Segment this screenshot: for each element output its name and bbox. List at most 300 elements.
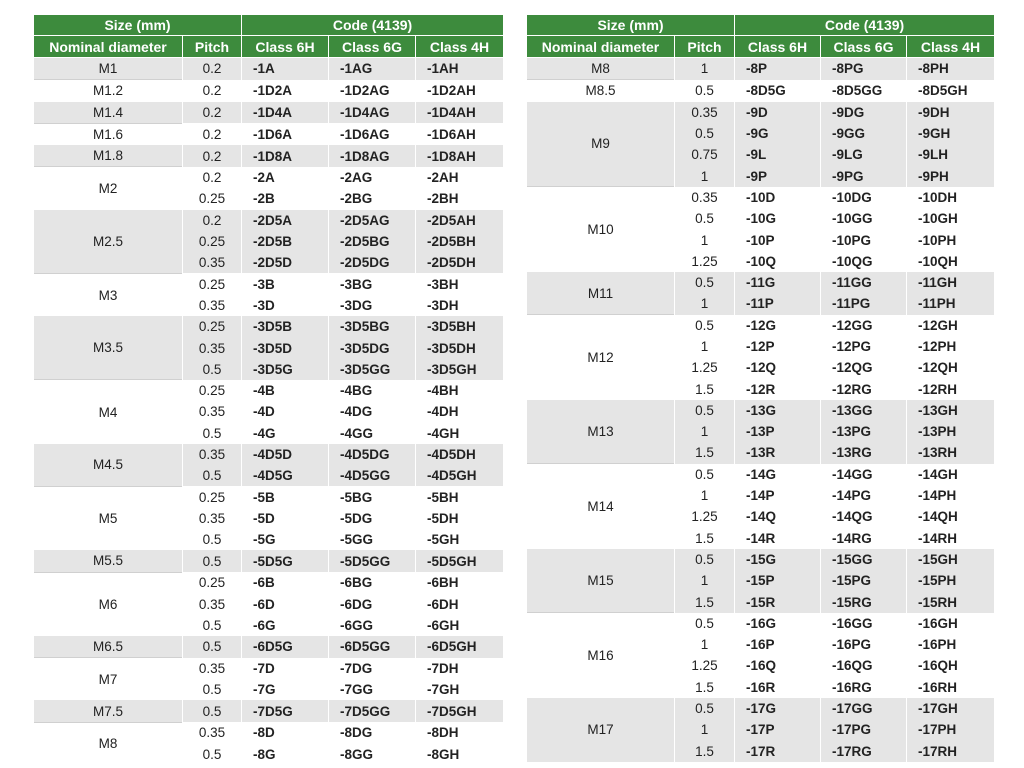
- class-6g-code-cell: -6D5GG: [329, 636, 416, 658]
- class-6g-code-cell: -12GG: [821, 315, 907, 336]
- pitch-cell: 0.25: [183, 188, 242, 209]
- class-6h-code-cell: -7G: [242, 679, 329, 700]
- class-6h-code-cell: -9P: [735, 165, 821, 186]
- size-group: [527, 272, 995, 315]
- pitch-cell: 1.5: [675, 741, 735, 762]
- size-group: [527, 698, 995, 762]
- pitch-cell: 0.5: [675, 400, 735, 421]
- class-4h-code-cell: -15RH: [907, 591, 995, 612]
- class-6g-code-cell: -16PG: [821, 634, 907, 655]
- class-4h-code-cell: -2D5AH: [416, 210, 504, 231]
- nominal-diameter-cell: M8.5: [527, 80, 675, 102]
- class-4h-header: Class 4H: [907, 36, 995, 58]
- class-6h-code-cell: -4D5D: [242, 444, 329, 465]
- pitch-cell: 0.5: [183, 636, 242, 658]
- class-6h-code-cell: -12R: [735, 378, 821, 399]
- class-4h-code-cell: -7D5GH: [416, 700, 504, 722]
- class-6h-code-cell: -14R: [735, 528, 821, 549]
- class-6h-code-cell: -13G: [735, 400, 821, 421]
- class-6g-code-cell: -16QG: [821, 655, 907, 676]
- class-6h-code-cell: -17P: [735, 719, 821, 740]
- class-6g-code-cell: -2D5AG: [329, 210, 416, 231]
- class-4h-code-cell: -3DH: [416, 295, 504, 316]
- class-4h-code-cell: -4D5DH: [416, 444, 504, 465]
- table-row: [527, 400, 995, 421]
- class-6h-code-cell: -13R: [735, 442, 821, 463]
- size-group: [34, 123, 504, 145]
- class-6h-code-cell: -11P: [735, 293, 821, 314]
- nominal-diameter-cell: M15: [527, 549, 675, 613]
- class-4h-code-cell: -6BH: [416, 572, 504, 593]
- class-4h-code-cell: -17PH: [907, 719, 995, 740]
- pitch-cell: 0.35: [183, 337, 242, 358]
- class-6h-code-cell: -8D: [242, 722, 329, 743]
- class-6g-code-cell: -13GG: [821, 400, 907, 421]
- nominal-diameter-cell: M9: [527, 102, 675, 187]
- class-6g-code-cell: -15PG: [821, 570, 907, 591]
- class-4h-code-cell: -12PH: [907, 336, 995, 357]
- nominal-diameter-cell: M7.5: [34, 700, 183, 722]
- class-6g-code-cell: -4D5GG: [329, 465, 416, 486]
- table-row: [34, 722, 504, 743]
- class-6g-code-cell: -11PG: [821, 293, 907, 314]
- size-group: [34, 273, 504, 316]
- size-group: [34, 722, 504, 765]
- class-4h-code-cell: -17RH: [907, 741, 995, 762]
- class-4h-code-cell: -3D5DH: [416, 337, 504, 358]
- class-4h-code-cell: -5GH: [416, 529, 504, 550]
- class-6h-header: Class 6H: [735, 36, 821, 58]
- class-6g-code-cell: -13PG: [821, 421, 907, 442]
- class-6h-code-cell: -16P: [735, 634, 821, 655]
- class-6h-code-cell: -4D: [242, 401, 329, 422]
- class-6g-code-cell: -10PG: [821, 229, 907, 250]
- table-row: [527, 58, 995, 80]
- class-6g-code-cell: -10QG: [821, 251, 907, 272]
- class-6g-code-cell: -5DG: [329, 508, 416, 529]
- class-4h-code-cell: -16PH: [907, 634, 995, 655]
- class-4h-code-cell: -11GH: [907, 272, 995, 293]
- size-group: [527, 102, 995, 187]
- nominal-diameter-cell: M3.5: [34, 316, 183, 380]
- class-6g-code-cell: -8DG: [329, 722, 416, 743]
- class-6g-code-cell: -15GG: [821, 549, 907, 570]
- class-6g-code-cell: -3BG: [329, 273, 416, 294]
- class-6g-code-cell: -2BG: [329, 188, 416, 209]
- class-6h-code-cell: -1D6A: [242, 123, 329, 145]
- pitch-cell: 0.5: [183, 679, 242, 700]
- class-6h-code-cell: -15G: [735, 549, 821, 570]
- class-6h-code-cell: -14Q: [735, 506, 821, 527]
- class-6h-code-cell: -6D5G: [242, 636, 329, 658]
- nominal-diameter-cell: M16: [527, 613, 675, 698]
- class-4h-code-cell: -3D5GH: [416, 359, 504, 380]
- pitch-header: Pitch: [183, 36, 242, 58]
- pitch-cell: 0.25: [183, 572, 242, 593]
- class-6h-code-cell: -3D: [242, 295, 329, 316]
- nominal-diameter-cell: M3: [34, 273, 183, 316]
- pitch-cell: 0.35: [183, 444, 242, 465]
- pitch-cell: 0.25: [183, 273, 242, 294]
- pitch-cell: 1: [675, 229, 735, 250]
- table-row: [34, 380, 504, 401]
- table-row: [34, 80, 504, 102]
- class-6g-code-cell: -2D5BG: [329, 231, 416, 252]
- pitch-cell: 0.2: [183, 210, 242, 231]
- class-4h-code-cell: -16GH: [907, 613, 995, 634]
- class-4h-code-cell: -10DH: [907, 187, 995, 208]
- class-4h-code-cell: -13RH: [907, 442, 995, 463]
- class-6h-code-cell: -12G: [735, 315, 821, 336]
- class-6g-code-cell: -1D2AG: [329, 80, 416, 102]
- class-6g-code-cell: -1D8AG: [329, 145, 416, 167]
- class-6h-code-cell: -7D5G: [242, 700, 329, 722]
- pitch-cell: 0.2: [183, 167, 242, 188]
- class-6h-code-cell: -16G: [735, 613, 821, 634]
- size-group: [527, 315, 995, 400]
- pitch-cell: 0.5: [675, 549, 735, 570]
- class-6g-code-cell: -13RG: [821, 442, 907, 463]
- class-6g-header: Class 6G: [821, 36, 907, 58]
- class-6h-code-cell: -11G: [735, 272, 821, 293]
- class-4h-code-cell: -13GH: [907, 400, 995, 421]
- table-row: [527, 613, 995, 634]
- nominal-diameter-cell: M17: [527, 698, 675, 762]
- pitch-cell: 0.5: [183, 465, 242, 486]
- class-6h-code-cell: -12P: [735, 336, 821, 357]
- pitch-cell: 0.35: [675, 102, 735, 123]
- class-6g-code-cell: -17PG: [821, 719, 907, 740]
- class-6g-code-cell: -10GG: [821, 208, 907, 229]
- class-4h-code-cell: -5D5GH: [416, 550, 504, 572]
- class-6g-code-cell: -4D5DG: [329, 444, 416, 465]
- class-4h-header: Class 4H: [416, 36, 504, 58]
- nominal-diameter-cell: M6.5: [34, 636, 183, 658]
- class-6g-code-cell: -9LG: [821, 144, 907, 165]
- class-4h-code-cell: -12RH: [907, 378, 995, 399]
- class-6h-code-cell: -16R: [735, 677, 821, 698]
- class-6g-code-cell: -14PG: [821, 485, 907, 506]
- class-6h-code-cell: -4B: [242, 380, 329, 401]
- pitch-header: Pitch: [675, 36, 735, 58]
- table-row: [34, 658, 504, 679]
- pitch-cell: 1.25: [675, 357, 735, 378]
- size-group: [527, 613, 995, 698]
- class-4h-code-cell: -16QH: [907, 655, 995, 676]
- class-4h-code-cell: -1AH: [416, 58, 504, 80]
- nominal-diameter-cell: M13: [527, 400, 675, 464]
- table-row: [34, 316, 504, 337]
- class-4h-code-cell: -9PH: [907, 165, 995, 186]
- class-6h-code-cell: -5D: [242, 508, 329, 529]
- table-row: [527, 315, 995, 336]
- class-4h-code-cell: -12QH: [907, 357, 995, 378]
- size-group: [527, 464, 995, 549]
- pitch-cell: 1.5: [675, 591, 735, 612]
- nominal-diameter-cell: M11: [527, 272, 675, 315]
- table-row: [34, 145, 504, 167]
- size-group: [34, 316, 504, 380]
- nominal-diameter-header: Nominal diameter: [34, 36, 183, 58]
- class-4h-code-cell: -10GH: [907, 208, 995, 229]
- class-4h-code-cell: -15PH: [907, 570, 995, 591]
- class-6g-code-cell: -12PG: [821, 336, 907, 357]
- pitch-cell: 0.5: [675, 464, 735, 485]
- class-6h-code-cell: -10Q: [735, 251, 821, 272]
- pitch-cell: 1.5: [675, 378, 735, 399]
- class-6h-code-cell: -8P: [735, 58, 821, 80]
- nominal-diameter-cell: M5: [34, 486, 183, 550]
- class-4h-code-cell: -6GH: [416, 615, 504, 636]
- pitch-cell: 0.35: [183, 295, 242, 316]
- class-6h-code-cell: -2D5B: [242, 231, 329, 252]
- table-row: [527, 464, 995, 485]
- class-6g-code-cell: -1AG: [329, 58, 416, 80]
- class-6g-code-cell: -10DG: [821, 187, 907, 208]
- size-group: [34, 636, 504, 658]
- size-group: [527, 58, 995, 80]
- size-group: [527, 80, 995, 102]
- class-6g-code-cell: -7D5GG: [329, 700, 416, 722]
- class-6g-code-cell: -12QG: [821, 357, 907, 378]
- nominal-diameter-cell: M10: [527, 187, 675, 272]
- size-group: [34, 210, 504, 274]
- class-4h-code-cell: -2D5DH: [416, 252, 504, 273]
- size-group: [34, 380, 504, 444]
- class-4h-code-cell: -1D4AH: [416, 102, 504, 124]
- class-4h-code-cell: -6D5GH: [416, 636, 504, 658]
- pitch-cell: 0.35: [675, 187, 735, 208]
- class-6g-code-cell: -1D4AG: [329, 102, 416, 124]
- class-6g-code-cell: -8GG: [329, 744, 416, 765]
- nominal-diameter-cell: M8: [527, 58, 675, 80]
- class-6g-code-cell: -5BG: [329, 486, 416, 507]
- class-6g-code-cell: -15RG: [821, 591, 907, 612]
- nominal-diameter-cell: M1: [34, 58, 183, 80]
- class-6g-code-cell: -6BG: [329, 572, 416, 593]
- pitch-cell: 1: [675, 719, 735, 740]
- class-6h-code-cell: -5G: [242, 529, 329, 550]
- pitch-cell: 0.5: [675, 272, 735, 293]
- class-6h-code-cell: -4D5G: [242, 465, 329, 486]
- code-header: Code (4139): [735, 15, 995, 36]
- class-6g-code-cell: -4BG: [329, 380, 416, 401]
- class-6g-code-cell: -3D5GG: [329, 359, 416, 380]
- pitch-cell: 1: [675, 570, 735, 591]
- class-6h-code-cell: -2A: [242, 167, 329, 188]
- table-row: [527, 549, 995, 570]
- class-6h-code-cell: -1D4A: [242, 102, 329, 124]
- class-6h-code-cell: -8G: [242, 744, 329, 765]
- class-6g-code-cell: -5D5GG: [329, 550, 416, 572]
- table-row: [34, 123, 504, 145]
- pitch-cell: 0.25: [183, 486, 242, 507]
- class-6g-code-cell: -9DG: [821, 102, 907, 123]
- table-row: [527, 698, 995, 719]
- pitch-cell: 0.25: [183, 380, 242, 401]
- class-4h-code-cell: -14PH: [907, 485, 995, 506]
- table-row: [34, 444, 504, 465]
- class-6g-code-cell: -6GG: [329, 615, 416, 636]
- class-4h-code-cell: -2AH: [416, 167, 504, 188]
- pitch-cell: 1: [675, 485, 735, 506]
- class-4h-code-cell: -4D5GH: [416, 465, 504, 486]
- class-6h-code-cell: -17R: [735, 741, 821, 762]
- class-4h-code-cell: -2BH: [416, 188, 504, 209]
- class-4h-code-cell: -3BH: [416, 273, 504, 294]
- pitch-cell: 0.75: [675, 144, 735, 165]
- pitch-cell: 1: [675, 421, 735, 442]
- table-row: [34, 550, 504, 572]
- pitch-cell: 0.25: [183, 231, 242, 252]
- class-6h-code-cell: -5D5G: [242, 550, 329, 572]
- table-row: [527, 80, 995, 102]
- size-header: Size (mm): [34, 15, 242, 36]
- pitch-cell: 0.5: [183, 529, 242, 550]
- class-6h-code-cell: -3D5G: [242, 359, 329, 380]
- pitch-cell: 0.35: [183, 722, 242, 743]
- size-group: [527, 187, 995, 272]
- pitch-cell: 0.2: [183, 80, 242, 102]
- pitch-cell: 1: [675, 634, 735, 655]
- class-4h-code-cell: -17GH: [907, 698, 995, 719]
- size-group: [34, 58, 504, 80]
- class-6h-code-cell: -7D: [242, 658, 329, 679]
- class-6g-code-cell: -2AG: [329, 167, 416, 188]
- class-4h-code-cell: -1D2AH: [416, 80, 504, 102]
- pitch-cell: 1.5: [675, 677, 735, 698]
- class-6g-code-cell: -3D5BG: [329, 316, 416, 337]
- pitch-cell: 0.35: [183, 508, 242, 529]
- pitch-cell: 0.35: [183, 593, 242, 614]
- pitch-cell: 1: [675, 165, 735, 186]
- class-6g-code-cell: -9PG: [821, 165, 907, 186]
- class-4h-code-cell: -14RH: [907, 528, 995, 549]
- class-6g-code-cell: -16RG: [821, 677, 907, 698]
- class-6h-code-cell: -4G: [242, 423, 329, 444]
- class-6h-code-cell: -1D8A: [242, 145, 329, 167]
- class-6h-code-cell: -15R: [735, 591, 821, 612]
- class-4h-code-cell: -4BH: [416, 380, 504, 401]
- class-6h-code-cell: -3B: [242, 273, 329, 294]
- table-row: [34, 102, 504, 124]
- class-6h-code-cell: -2B: [242, 188, 329, 209]
- size-group: [34, 550, 504, 572]
- class-4h-code-cell: -11PH: [907, 293, 995, 314]
- pitch-cell: 1.25: [675, 655, 735, 676]
- class-6h-code-cell: -1D2A: [242, 80, 329, 102]
- table-row: [34, 210, 504, 231]
- table-row: [527, 102, 995, 123]
- pitch-cell: 0.5: [675, 315, 735, 336]
- class-6h-code-cell: -8D5G: [735, 80, 821, 102]
- pitch-cell: 0.5: [183, 359, 242, 380]
- pitch-cell: 0.2: [183, 145, 242, 167]
- pitch-cell: 0.5: [675, 613, 735, 634]
- class-6g-code-cell: -7GG: [329, 679, 416, 700]
- class-6h-code-cell: -14P: [735, 485, 821, 506]
- nominal-diameter-cell: M8: [34, 722, 183, 765]
- class-6h-code-cell: -3D5D: [242, 337, 329, 358]
- class-4h-code-cell: -8PH: [907, 58, 995, 80]
- pitch-cell: 0.5: [675, 698, 735, 719]
- class-6g-code-cell: -16GG: [821, 613, 907, 634]
- pitch-cell: 0.5: [183, 744, 242, 765]
- class-6h-code-cell: -14G: [735, 464, 821, 485]
- pitch-cell: 0.35: [183, 401, 242, 422]
- nominal-diameter-cell: M7: [34, 658, 183, 701]
- pitch-cell: 1.5: [675, 528, 735, 549]
- class-6h-code-cell: -2D5D: [242, 252, 329, 273]
- size-group: [34, 700, 504, 722]
- nominal-diameter-cell: M1.4: [34, 102, 183, 124]
- class-4h-code-cell: -14GH: [907, 464, 995, 485]
- class-4h-code-cell: -1D8AH: [416, 145, 504, 167]
- nominal-diameter-cell: M6: [34, 572, 183, 636]
- nominal-diameter-cell: M2.5: [34, 210, 183, 274]
- size-group: [527, 549, 995, 613]
- nominal-diameter-cell: M1.6: [34, 123, 183, 145]
- pitch-cell: 0.5: [675, 208, 735, 229]
- nominal-diameter-cell: M14: [527, 464, 675, 549]
- nominal-diameter-cell: M5.5: [34, 550, 183, 572]
- size-group: [527, 400, 995, 464]
- class-6g-code-cell: -17RG: [821, 741, 907, 762]
- table-row: [527, 272, 995, 293]
- class-4h-code-cell: -7GH: [416, 679, 504, 700]
- class-4h-code-cell: -4GH: [416, 423, 504, 444]
- pitch-cell: 0.5: [675, 123, 735, 144]
- pitch-cell: 0.2: [183, 123, 242, 145]
- class-4h-code-cell: -8GH: [416, 744, 504, 765]
- class-4h-code-cell: -10QH: [907, 251, 995, 272]
- class-6g-code-cell: -1D6AG: [329, 123, 416, 145]
- class-6g-code-cell: -8D5GG: [821, 80, 907, 102]
- nominal-diameter-cell: M12: [527, 315, 675, 400]
- class-4h-code-cell: -7DH: [416, 658, 504, 679]
- class-4h-code-cell: -5BH: [416, 486, 504, 507]
- class-4h-code-cell: -13PH: [907, 421, 995, 442]
- table-row: [34, 572, 504, 593]
- table-row: [34, 486, 504, 507]
- class-4h-code-cell: -8DH: [416, 722, 504, 743]
- class-6h-code-cell: -10G: [735, 208, 821, 229]
- pitch-cell: 0.5: [183, 423, 242, 444]
- class-6h-code-cell: -17G: [735, 698, 821, 719]
- pitch-cell: 1.25: [675, 251, 735, 272]
- class-6g-code-cell: -17GG: [821, 698, 907, 719]
- class-6h-code-cell: -6B: [242, 572, 329, 593]
- nominal-diameter-cell: M4: [34, 380, 183, 444]
- pitch-cell: 0.2: [183, 102, 242, 124]
- pitch-cell: 1.25: [675, 506, 735, 527]
- size-header: Size (mm): [527, 15, 735, 36]
- class-4h-code-cell: -14QH: [907, 506, 995, 527]
- class-6g-code-cell: -14GG: [821, 464, 907, 485]
- table-row: [34, 273, 504, 294]
- table-row: [34, 700, 504, 722]
- size-group: [34, 444, 504, 487]
- class-6g-code-cell: -12RG: [821, 378, 907, 399]
- class-6h-code-cell: -12Q: [735, 357, 821, 378]
- pitch-cell: 0.2: [183, 58, 242, 80]
- class-6h-code-cell: -5B: [242, 486, 329, 507]
- pitch-cell: 0.35: [183, 658, 242, 679]
- class-4h-code-cell: -1D6AH: [416, 123, 504, 145]
- pitch-cell: 0.35: [183, 252, 242, 273]
- class-4h-code-cell: -12GH: [907, 315, 995, 336]
- class-6h-code-cell: -10P: [735, 229, 821, 250]
